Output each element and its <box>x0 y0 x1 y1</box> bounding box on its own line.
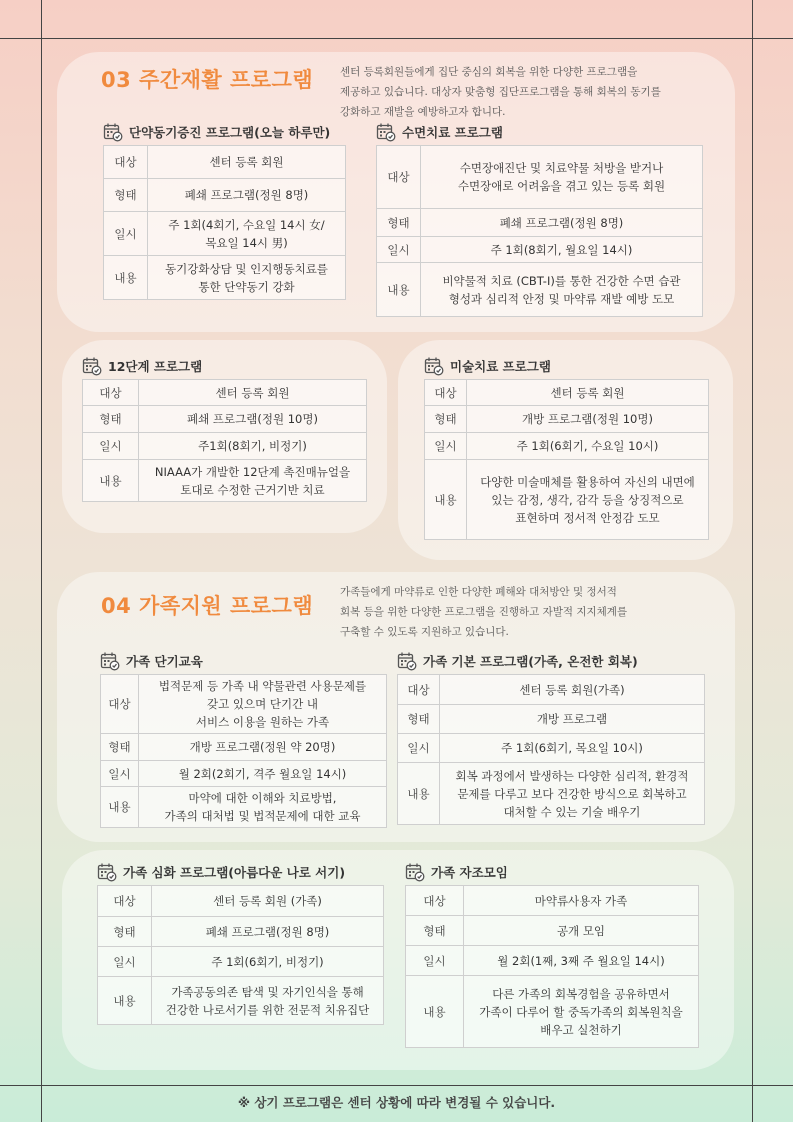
row-value <box>421 237 703 263</box>
row-value-line: 주 1회(6회기, 수요일 10시) <box>516 439 659 453</box>
row-value-line: 동기강화상담 및 인지행동치료를 <box>165 261 328 276</box>
table-row <box>406 916 699 946</box>
row-value-line: 센터 등록 회원(가족) <box>519 682 625 697</box>
row-value <box>152 977 384 1025</box>
row-value <box>152 917 384 947</box>
row-value <box>421 263 703 317</box>
row-value-line: 가족공동의존 탐색 및 자기인식을 통해 <box>171 984 364 999</box>
row-value-line: 개방 프로그램 <box>536 712 608 726</box>
section-title: 03 주간재활 프로그램 <box>101 68 314 92</box>
program-header <box>424 355 709 377</box>
program-block <box>82 355 367 502</box>
table-row <box>104 212 346 256</box>
row-value-line: 수면장애진단 및 치료약물 처방을 받거나 <box>459 161 664 175</box>
row-value-line: 폐쇄 프로그램(정원 10명) <box>187 412 318 426</box>
row-value-line: 문제를 다루고 보다 건강한 방식으로 회복하고 <box>457 786 687 801</box>
row-value <box>464 946 699 976</box>
row-label: 일시 <box>377 237 421 263</box>
row-value <box>139 380 367 406</box>
calendar-check-icon <box>97 862 117 882</box>
table-row <box>98 947 384 977</box>
calendar-check-icon <box>82 356 102 376</box>
row-value <box>139 734 387 761</box>
row-value-line: 통한 단약동기 강화 <box>198 279 295 294</box>
program-table <box>424 379 709 540</box>
row-value <box>440 734 705 763</box>
row-value-line: 폐쇄 프로그램(정원 8명) <box>499 215 624 230</box>
program-header <box>82 355 367 377</box>
row-label: 형태 <box>425 406 467 433</box>
row-value <box>464 916 699 946</box>
program-block <box>103 121 346 300</box>
row-value <box>139 433 367 460</box>
row-label: 내용 <box>406 976 464 1048</box>
row-value-line: 개방 프로그램(정원 10명) <box>522 412 653 426</box>
table-row <box>425 380 709 406</box>
row-value-line: 대처할 수 있는 기술 배우기 <box>503 804 641 819</box>
row-value-line: 주 1회(8회기, 월요일 14시) <box>490 242 633 257</box>
table-row <box>101 787 387 828</box>
table-row <box>377 146 703 209</box>
row-label: 일시 <box>101 761 139 787</box>
program-title: 가족 기본 프로그램(가족, 온전한 회복) <box>423 654 638 669</box>
row-value <box>139 406 367 433</box>
row-label: 대상 <box>406 886 464 916</box>
row-label: 일시 <box>398 734 440 763</box>
crop-mark <box>0 38 793 39</box>
program-table <box>397 674 705 825</box>
program-block <box>424 355 709 540</box>
table-row <box>406 886 699 916</box>
program-title: 수면치료 프로그램 <box>402 125 503 140</box>
table-row <box>104 256 346 300</box>
program-table <box>100 674 387 828</box>
row-value <box>467 406 709 433</box>
row-value <box>148 256 346 300</box>
row-value-line: 센터 등록 회원 <box>215 385 290 400</box>
calendar-check-icon <box>376 122 396 142</box>
row-value-line: 폐쇄 프로그램(정원 8명) <box>205 924 330 939</box>
program-table <box>376 145 703 317</box>
table-row <box>83 406 367 433</box>
row-value <box>139 460 367 502</box>
table-row <box>398 763 705 825</box>
row-value-line: 가족의 대처법 및 법적문제에 대한 교육 <box>164 809 361 823</box>
row-value <box>467 433 709 460</box>
row-value-line: 센터 등록 회원 (가족) <box>213 894 322 908</box>
program-header <box>397 650 705 672</box>
row-label: 대상 <box>425 380 467 406</box>
table-row <box>101 761 387 787</box>
calendar-check-icon <box>100 651 120 671</box>
row-label: 내용 <box>425 460 467 540</box>
row-value-line: 월 2회(2회기, 격주 월요일 14시) <box>178 766 347 781</box>
program-title: 가족 단기교육 <box>126 654 203 669</box>
row-value <box>464 976 699 1048</box>
section-title: 04 가족지원 프로그램 <box>101 594 314 618</box>
row-label: 내용 <box>398 763 440 825</box>
program-block <box>376 121 703 317</box>
row-value-line: 토대로 수정한 근거기반 치료 <box>180 482 325 497</box>
row-label: 형태 <box>406 916 464 946</box>
table-row <box>98 917 384 947</box>
table-row <box>83 380 367 406</box>
row-value-line: 개방 프로그램(정원 약 20명) <box>189 740 336 754</box>
row-value <box>148 146 346 179</box>
row-label: 대상 <box>101 675 139 734</box>
row-value <box>421 146 703 209</box>
row-value <box>467 380 709 406</box>
row-value-line: 다른 가족의 회복경험을 공유하면서 <box>492 986 670 1001</box>
row-label: 대상 <box>98 886 152 917</box>
row-value-line: 공개 모임 <box>556 923 606 938</box>
row-label: 일시 <box>406 946 464 976</box>
program-table <box>97 885 384 1025</box>
row-value-line: 가족이 다루어 할 중독가족의 회복원칙을 <box>479 1004 683 1019</box>
row-label: 내용 <box>83 460 139 502</box>
crop-mark <box>752 0 753 1122</box>
row-label: 대상 <box>377 146 421 209</box>
program-title: 12단계 프로그램 <box>108 359 203 374</box>
table-row <box>377 209 703 237</box>
row-value-line: 센터 등록 회원 <box>209 155 284 169</box>
row-value <box>139 675 387 734</box>
row-value-line: 월 2회(1째, 3째 주 월요일 14시) <box>497 953 665 968</box>
program-title: 가족 자조모임 <box>431 865 508 880</box>
row-label: 형태 <box>101 734 139 761</box>
row-value <box>152 886 384 917</box>
row-value-line: 건강한 나로서기를 위한 전문적 치유집단 <box>165 1002 370 1017</box>
row-value <box>148 212 346 256</box>
program-block <box>100 650 387 828</box>
row-value <box>139 761 387 787</box>
program-block <box>97 861 384 1025</box>
row-value-line: 주 1회(6회기, 목요일 10시) <box>501 741 643 755</box>
row-value-line: 주 1회(6회기, 비정기) <box>211 954 324 969</box>
row-value <box>440 763 705 825</box>
row-label: 내용 <box>101 787 139 828</box>
row-label: 일시 <box>98 947 152 977</box>
row-label: 형태 <box>398 705 440 734</box>
crop-mark <box>0 1085 793 1086</box>
table-row <box>425 406 709 433</box>
program-header <box>405 861 699 883</box>
row-label: 형태 <box>377 209 421 237</box>
row-label: 내용 <box>377 263 421 317</box>
table-row <box>406 946 699 976</box>
row-value-line: 수면장애로 어려움을 겪고 있는 등록 회원 <box>457 179 666 193</box>
calendar-check-icon <box>103 122 123 142</box>
program-table <box>82 379 367 502</box>
row-value-line: 폐쇄 프로그램(정원 8명) <box>184 188 309 202</box>
row-label: 일시 <box>104 212 148 256</box>
table-row <box>98 886 384 917</box>
program-title: 가족 심화 프로그램(아름다운 나로 서기) <box>123 865 346 880</box>
row-value <box>421 209 703 237</box>
table-row <box>104 179 346 212</box>
row-label: 내용 <box>98 977 152 1025</box>
program-header <box>100 650 387 672</box>
row-value-line: 회복 과정에서 발생하는 다양한 심리적, 환경적 <box>455 768 689 783</box>
row-value <box>139 787 387 828</box>
row-value-line: 목요일 14시 男) <box>205 235 288 250</box>
program-title: 단약동기증진 프로그램(오늘 하루만) <box>129 125 331 140</box>
row-label: 일시 <box>425 433 467 460</box>
row-value-line: 형성과 심리적 안정 및 마약류 재발 예방 도모 <box>448 291 675 306</box>
program-table <box>103 145 346 300</box>
row-value-line: 마약류사용자 가족 <box>534 893 628 908</box>
table-row <box>398 675 705 705</box>
table-row <box>101 734 387 761</box>
row-value-line: 마약에 대한 이해와 치료방법, <box>188 791 337 805</box>
row-value <box>148 179 346 212</box>
row-value <box>440 705 705 734</box>
program-header <box>103 121 346 143</box>
program-block <box>405 861 699 1048</box>
row-label: 일시 <box>83 433 139 460</box>
table-row <box>406 976 699 1048</box>
table-row <box>398 734 705 763</box>
row-value-line: 비약물적 치료 (CBT-I)를 통한 건강한 수면 습관 <box>442 273 681 288</box>
row-value-line: 갖고 있으며 단기간 내 <box>207 697 318 711</box>
program-block <box>397 650 705 825</box>
table-row <box>398 705 705 734</box>
row-value-line: 센터 등록 회원 <box>550 385 625 400</box>
row-label: 대상 <box>398 675 440 705</box>
row-value <box>467 460 709 540</box>
row-label: 형태 <box>98 917 152 947</box>
calendar-check-icon <box>397 651 417 671</box>
row-label: 형태 <box>83 406 139 433</box>
table-row <box>425 433 709 460</box>
table-row <box>83 433 367 460</box>
row-label: 내용 <box>104 256 148 300</box>
table-row <box>425 460 709 540</box>
section-description: 센터 등록회원들에게 집단 중심의 회복을 위한 다양한 프로그램을 제공하고 있습니다. 대상자 맞춤형 집단프로그램을 통해 회복의 동기를 강화하고 재발을 예방하고자 합니다. <box>340 66 661 118</box>
row-value <box>152 947 384 977</box>
row-value-line: 주 1회(4회기, 수요일 14시 女/ <box>168 217 325 232</box>
row-value <box>464 886 699 916</box>
row-value-line: 서비스 이용을 원하는 가족 <box>195 715 330 729</box>
table-row <box>104 146 346 179</box>
row-value-line: 다양한 미술매체를 활용하여 자신의 내면에 <box>480 474 695 489</box>
program-title: 미술치료 프로그램 <box>450 359 551 374</box>
row-value-line: NIAAA가 개발한 12단계 촉진매뉴얼을 <box>154 464 351 479</box>
row-value-line: 배우고 실천하기 <box>540 1022 622 1037</box>
program-header <box>376 121 703 143</box>
table-row <box>377 263 703 317</box>
table-row <box>101 675 387 734</box>
section-description: 가족들에게 마약류로 인한 다양한 폐해와 대처방안 및 정서적 회복 등을 위한 다양한 프로그램을 진행하고 자발적 지지체계를 구축할 수 있도록 지원하고 있습니다. <box>340 586 628 638</box>
program-header <box>97 861 384 883</box>
row-label: 대상 <box>83 380 139 406</box>
row-value-line: 법적문제 등 가족 내 약물관련 사용문제를 <box>158 679 367 693</box>
row-value-line: 있는 감정, 생각, 감각 등을 상징적으로 <box>491 492 684 507</box>
row-label: 형태 <box>104 179 148 212</box>
calendar-check-icon <box>424 356 444 376</box>
footer-note: ※ 상기 프로그램은 센터 상황에 따라 변경될 수 있습니다. <box>237 1095 556 1110</box>
program-table <box>405 885 699 1048</box>
crop-mark <box>41 0 42 1122</box>
table-row <box>98 977 384 1025</box>
row-value-line: 표현하며 정서적 안정감 도모 <box>515 510 660 525</box>
calendar-check-icon <box>405 862 425 882</box>
row-value-line: 주1회(8회기, 비정기) <box>198 439 307 453</box>
table-row <box>377 237 703 263</box>
row-label: 대상 <box>104 146 148 179</box>
row-value <box>440 675 705 705</box>
table-row <box>83 460 367 502</box>
